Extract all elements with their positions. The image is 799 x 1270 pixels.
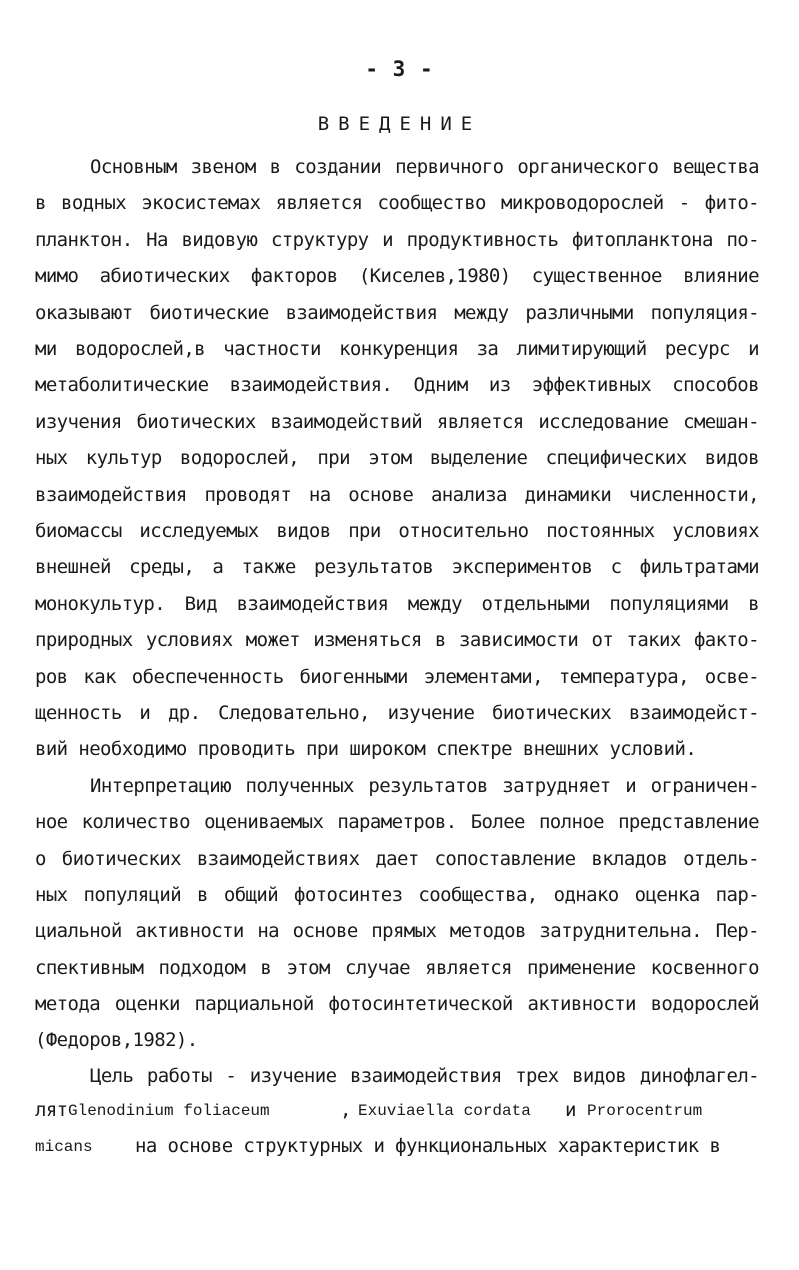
paragraph-line: внешней среды, а также результатов экспериментов с фильтратами	[35, 556, 759, 578]
paragraph-line: вий необходимо проводить при широком спектре внешних условий.	[35, 738, 697, 760]
species-name: Exuviaella cordata	[358, 1102, 531, 1120]
paragraph-line: спективным подходом в этом случае является применение косвенного	[35, 957, 759, 979]
paragraph-line: планктон. На видовую структуру и продуктивность фитопланктона по-	[35, 229, 759, 251]
paragraph-line: Основным звеном в создании первичного органического вещества	[90, 156, 759, 178]
paragraph-line: ных популяций в общий фотосинтез сообщества, однако оценка пар-	[35, 884, 759, 906]
paragraph-line: монокультур. Вид взаимодействия между отдельными популяциями в	[35, 593, 759, 615]
paragraph-line: природных условиях может изменяться в зависимости от таких факто-	[35, 629, 759, 651]
paragraph-line: мимо абиотических факторов (Киселев,1980) существенное влияние	[35, 265, 759, 287]
section-heading: ВВЕДЕНИЕ	[317, 113, 482, 135]
paragraph-line: Интерпретацию полученных результатов затрудняет и ограничен-	[90, 775, 759, 797]
conjunction: и	[565, 1099, 576, 1121]
paragraph-line: щенность и др. Следовательно, изучение биотических взаимодейст-	[35, 702, 759, 724]
paragraph-line: ми водорослей,в частности конкуренция за лимитирующий ресурс и	[35, 338, 759, 360]
paragraph-line: (Федоров,1982).	[35, 1029, 198, 1051]
species-name: Glenodinium foliaceum	[68, 1102, 270, 1120]
paragraph-line: ров как обеспеченность биогенными элементами, температура, осве-	[35, 666, 759, 688]
paragraph-line: метаболитические взаимодействия. Одним из эффективных способов	[35, 374, 759, 396]
paragraph-line: взаимодействия проводят на основе анализа динамики численности,	[35, 484, 759, 506]
page-number: - 3 -	[365, 57, 434, 81]
paragraph-line: ных культур водорослей, при этом выделение специфических видов	[35, 447, 759, 469]
species-name: Prorocentrum	[587, 1102, 703, 1120]
species-name: micans	[35, 1138, 93, 1156]
paragraph-line: о биотических взаимодействиях дает сопоставление вкладов отдель-	[35, 848, 759, 870]
paragraph-line: на основе структурных и функциональных характеристик в	[135, 1135, 721, 1157]
paragraph-line: в водных экосистемах является сообщество микроводорослей - фито-	[35, 192, 759, 214]
paragraph-line: метода оценки парциальной фотосинтетической активности водорослей	[35, 993, 759, 1015]
line-prefix: лят	[35, 1099, 68, 1121]
comma: ,	[340, 1099, 351, 1121]
paragraph-line: оказывают биотические взаимодействия между различными популяция-	[35, 302, 759, 324]
paragraph-line: Цель работы - изучение взаимодействия трех видов динофлагел-	[90, 1065, 759, 1087]
paragraph-line: ное количество оцениваемых параметров. Более полное представление	[35, 811, 759, 833]
paragraph-line: изучения биотических взаимодействий является исследование смешан-	[35, 411, 759, 433]
paragraph-line: циальной активности на основе прямых методов затруднительна. Пер-	[35, 920, 759, 942]
paragraph-line: биомассы исследуемых видов при относительно постоянных условиях	[35, 520, 759, 542]
